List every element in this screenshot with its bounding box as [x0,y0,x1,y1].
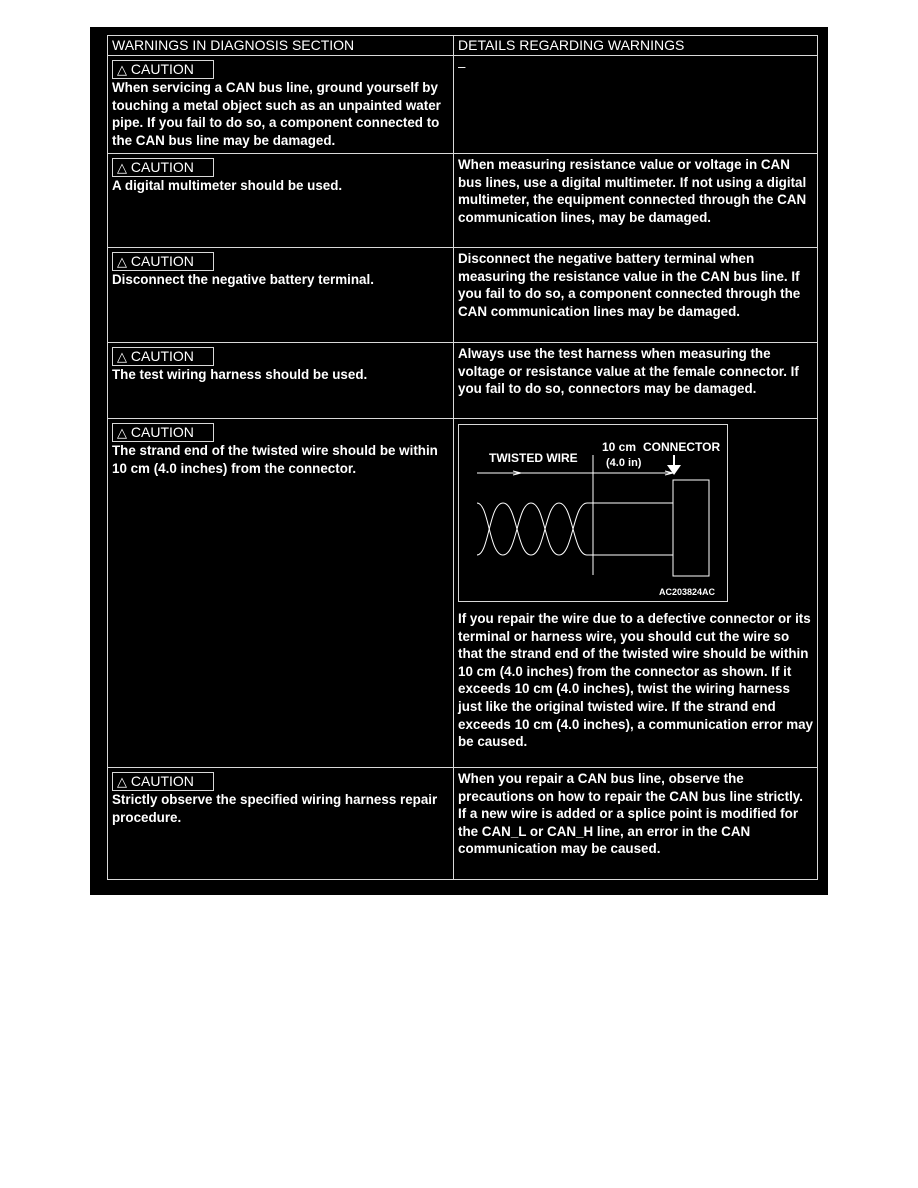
warning-triangle-icon: △ [117,349,127,364]
caution-badge [112,423,214,442]
caution-badge [112,252,214,271]
label-distance-in: (4.0 in) [606,457,642,469]
wire-diagram-svg [459,425,727,601]
warning-cell [108,343,454,419]
table-row [108,248,818,343]
detail-text: Always use the test harness when measuring the voltage or resistance value at the female connector. If you fail to do so, connectors may be damaged. [458,346,799,397]
label-connector: CONNECTOR [643,440,721,454]
wire-strand-b [477,503,673,555]
detail-cell [454,343,818,419]
warning-cell [108,248,454,343]
header-details: DETAILS REGARDING WARNINGS [454,36,818,56]
caution-badge [112,158,214,177]
label-distance: 10 cm [602,440,637,454]
label-twisted-wire: TWISTED WIRE [489,451,578,465]
detail-cell [454,154,818,248]
warning-text: Strictly observe the specified wiring harness repair procedure. [112,792,438,825]
detail-text: When you repair a CAN bus line, observe the precautions on how to repair the CAN bus line strictly. If a new wire is added or a splice point is modified for the CAN_L or CAN_H line, an error in the CAN communication may be caused. [458,771,803,857]
caution-badge [112,60,214,79]
caution-label: CAUTION [130,159,194,175]
twisted-wire-diagram [458,424,728,602]
warning-triangle-icon: △ [117,425,127,440]
detail-text: – [458,59,466,74]
table-row [108,768,818,880]
detail-text: Disconnect the negative battery terminal when measuring the resistance value in the CAN bus line. If you fail to do so, a component connected through the CAN communication lines may be damaged. [458,251,801,319]
table-header-row [108,36,818,56]
caution-label: CAUTION [130,348,194,364]
connector-box [673,480,709,576]
header-warnings: WARNINGS IN DIAGNOSIS SECTION [108,36,454,56]
warning-cell [108,56,454,154]
warning-triangle-icon: △ [117,774,127,789]
caution-label: CAUTION [130,424,194,440]
detail-cell [454,768,818,880]
table-row [108,154,818,248]
warning-text: A digital multimeter should be used. [112,178,343,193]
warning-text: When servicing a CAN bus line, ground yourself by touching a metal object such as an unpainted water pipe. If you fail to do so, a component connected to the CAN bus line may be damaged. [112,80,441,148]
warnings-table [107,35,818,880]
warning-text: The test wiring harness should be used. [112,367,368,382]
warning-triangle-icon: △ [117,62,127,77]
warning-cell [108,154,454,248]
caution-label: CAUTION [130,61,194,77]
warning-triangle-icon: △ [117,254,127,269]
table-row [108,56,818,154]
caution-label: CAUTION [130,773,194,789]
detail-cell [454,248,818,343]
warning-text: The strand end of the twisted wire should be within 10 cm (4.0 inches) from the connector. [112,443,438,476]
table-row [108,419,818,768]
warning-text: Disconnect the negative battery terminal. [112,272,374,287]
caution-badge [112,772,214,791]
figure-code: AC203824AC [659,587,716,597]
detail-text: When measuring resistance value or voltage in CAN bus lines, use a digital multimeter. If not using a digital multimeter, the equipment connected through the CAN communication lines, may be damaged. [458,157,807,225]
caution-label: CAUTION [130,253,194,269]
detail-cell [454,419,818,768]
detail-text: If you repair the wire due to a defective connector or its terminal or harness wire, you should cut the wire so that the strand end of the twisted wire should be within 10 cm (4.0 inches) from the connector as shown. If it exceeds 10 cm (4.0 inches), twist the wiring harness just like the original twisted wire. If the strand end exceeds 10 cm (4.0 inches), a communication error may be caused. [458,611,814,750]
document-sheet [90,27,828,895]
wire-strand-a [477,503,673,555]
caution-badge [112,347,214,366]
warning-cell [108,419,454,768]
detail-cell [454,56,818,154]
warning-cell [108,768,454,880]
table-row [108,343,818,419]
warning-triangle-icon: △ [117,160,127,175]
